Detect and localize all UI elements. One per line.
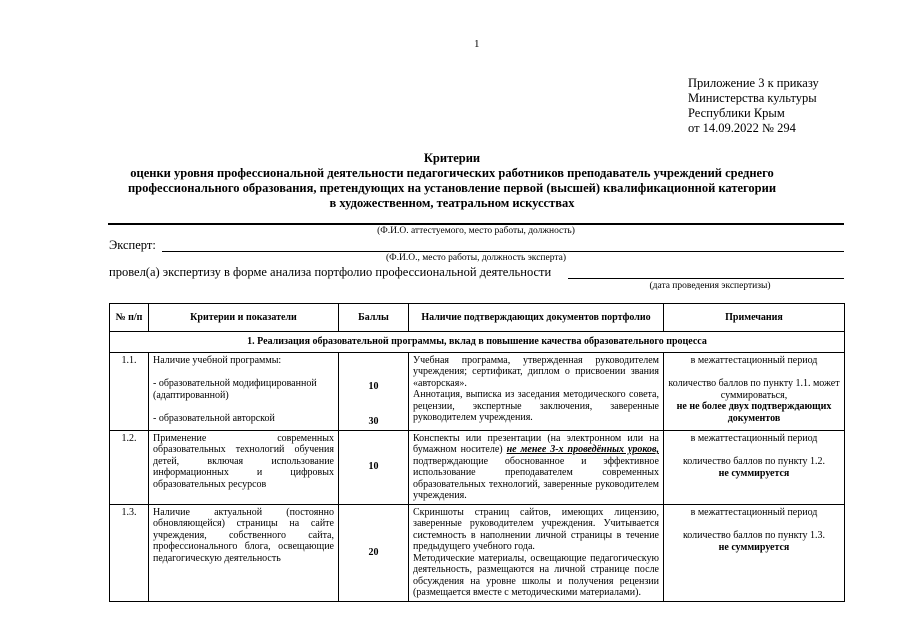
appendix-line: Приложение 3 к приказу — [688, 76, 819, 90]
conducted-label: провел(а) экспертизу в форме анализа портфолио профессиональной деятельности — [109, 265, 552, 279]
col-header-num: № п/п — [110, 304, 149, 332]
title-line: в художественном, театральном искусствах — [329, 196, 575, 210]
expert-fill-line — [162, 251, 844, 252]
criteria-text: Наличие актуальной (постоянно обновляющейся) страницы на сайте учреждения, собственного сайта, профессионального блога, освещающие педагогическую деятельность — [149, 504, 339, 601]
note-text: в межаттестационный период — [690, 354, 818, 366]
note-text: количество баллов по пункту 1.3. — [682, 530, 826, 541]
note-emphasis: не суммируется — [718, 467, 790, 479]
points-value: 10 — [339, 430, 409, 504]
attested-fill-line — [108, 223, 844, 225]
docs-emphasis: не менее 3-х проведённых уроков, — [506, 444, 659, 455]
section-heading: 1. Реализация образовательной программы, вклад в повышение качества образовательного процесса — [110, 332, 845, 353]
criteria-text: - образовательной авторской — [153, 413, 275, 424]
points-value: 30 — [368, 416, 379, 427]
col-header-docs: Наличие подтверждающих документов портфолио — [409, 304, 664, 332]
note-emphasis: не суммируется — [718, 541, 790, 553]
table-row — [110, 504, 845, 601]
row-number: 1.3. — [110, 504, 149, 601]
note-text: в межаттестационный период — [690, 432, 818, 444]
points-value: 20 — [339, 504, 409, 601]
criteria-text: Применение современных образовательных технологий обучения детей, включая использование информационных и цифровых образовательных ресурсов — [149, 430, 339, 504]
docs-text: Методические материалы, освещающие педагогическую деятельность, размещаются на личной странице после обсуждения на уровне школы и получения рецензии (размещается вместе с методическими материалами). — [413, 552, 659, 598]
row-number: 1.2. — [110, 430, 149, 504]
docs-cell — [409, 430, 664, 504]
col-header-points: Баллы — [339, 304, 409, 332]
table-row — [110, 352, 845, 430]
appendix-line: Министерства культуры — [688, 91, 817, 105]
document-title — [60, 151, 844, 211]
expert-caption: (Ф.И.О., место работы, должность эксперта) — [386, 253, 566, 263]
points-value: 10 — [368, 380, 379, 392]
docs-text: Скриншоты страниц сайтов, имеющих лицензию, заверенные руководителем учреждения. Учитывается системность в наполнении личной страницы в течение предыдущего учебного года. — [413, 506, 659, 552]
section-row — [110, 332, 845, 353]
attested-caption: (Ф.И.О. аттестуемого, место работы, должность) — [377, 226, 575, 236]
docs-cell — [409, 352, 664, 430]
criteria-table — [109, 303, 845, 602]
appendix-line: от 14.09.2022 № 294 — [688, 121, 796, 135]
title-line: Критерии — [423, 151, 481, 165]
notes-cell — [664, 504, 845, 601]
table-header-row — [110, 304, 845, 332]
note-text: количество баллов по пункту 1.2. — [682, 456, 826, 467]
note-emphasis: не не более двух подтверждающих документов — [676, 401, 832, 424]
docs-text: Конспекты или презентации (на электронном или на бумажном носителе) — [413, 432, 659, 455]
date-fill-line — [568, 278, 844, 279]
note-text: в межаттестационный период — [690, 506, 818, 518]
appendix-line: Республики Крым — [688, 106, 785, 120]
points-cell — [339, 352, 409, 430]
date-caption: (дата проведения экспертизы) — [649, 281, 771, 291]
row-number: 1.1. — [110, 352, 149, 430]
notes-cell — [664, 352, 845, 430]
criteria-text: Наличие учебной программы: — [153, 354, 282, 366]
note-text: количество баллов по пункту 1.1. может суммироваться, — [668, 378, 840, 401]
notes-cell — [664, 430, 845, 504]
appendix-reference — [688, 76, 819, 136]
criteria-cell — [149, 352, 339, 430]
docs-cell — [409, 504, 664, 601]
col-header-criteria: Критерии и показатели — [149, 304, 339, 332]
docs-text: Аннотация, выписка из заседания методического совета, рецензии, экспертные заключения, заверенные руководителем учреждения. — [413, 389, 659, 423]
docs-text: подтверждающие обоснованное и эффективное использование преподавателем современных образовательных технологий, заверенные руководителем учреждения. — [413, 455, 659, 501]
title-line: профессионального образования, претендующих на установление первой (высшей) квалификационной категории — [127, 181, 777, 195]
expert-label: Эксперт: — [109, 238, 156, 252]
title-line: оценки уровня профессиональной деятельности педагогических работников преподаватель учреждений среднего — [130, 166, 774, 180]
criteria-text: - образовательной модифицированной (адаптированной) — [153, 378, 317, 401]
table-row — [110, 430, 845, 504]
col-header-notes: Примечания — [664, 304, 845, 332]
docs-text: Учебная программа, утвержденная руководителем учреждения; сертификат, диплом о присвоении звания «авторская». — [413, 354, 659, 389]
page-number: 1 — [474, 38, 480, 50]
